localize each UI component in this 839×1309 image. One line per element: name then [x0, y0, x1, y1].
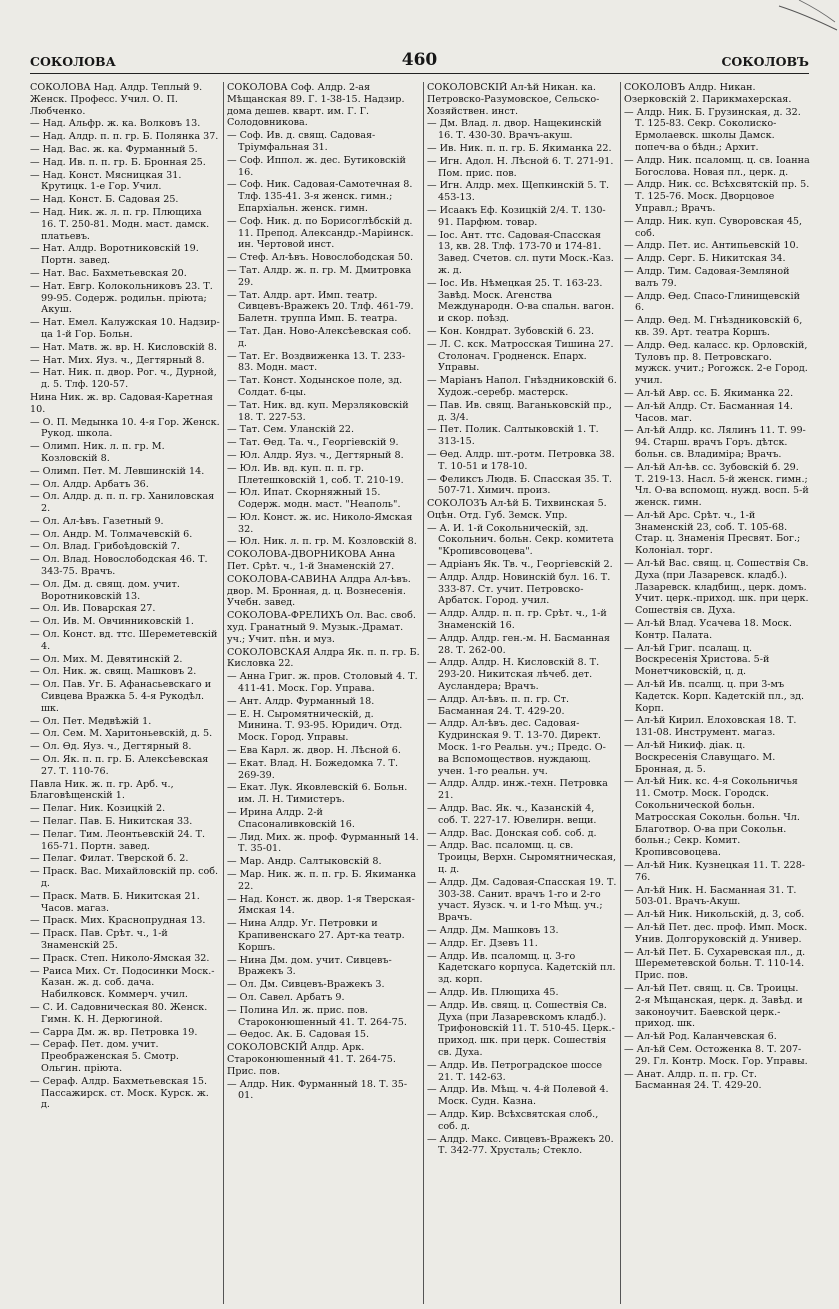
directory-entry: — Ал-ѣй Никиф. діак. ц. Воскресенія Славущаго. М. Бронная, д. 5. [624, 740, 776, 775]
directory-entry: — Ал-ѣй Вас. свящ. ц. Сошествія Св. Духа (при Лазаревск. кладб.). Лазаревск. кладбищ., церк. домъ. Учит. церк.-приход. шк. при церк. Сошествія св. Духа. [624, 558, 809, 617]
directory-entry: — Нат. Алдр. Воротниковскій 19. Портн. завед. [30, 243, 199, 267]
directory-entry: — Алдр. Алдр. инж.-техн. Петровка 21. [427, 778, 608, 802]
directory-entry: — Ол. Пав. Уг. Б. Афанасьевскаго и Сивцева Вражка 5. 4-я Рукодѣл. шк. [30, 679, 212, 714]
directory-entry: — Ол. Алдр. Арбатъ 36. [30, 478, 149, 490]
directory-entry: — Праск. Матв. Б. Никитская 21. Часов. магаз. [30, 890, 200, 914]
directory-entry: — Игн. Алдр. мех. Щепкинскій 5. Т. 453-13. [427, 180, 610, 204]
directory-entry: — Праск. Степ. Николо-Ямская 32. [30, 952, 210, 964]
directory-entry: — Дм. Влад. л. двор. Нащекинскій 16. Т. 430-30. Врачъ-акуш. [427, 118, 602, 142]
directory-entry: — Ал-ѣй Кирил. Елоховская 18. Т. 131-08. Инструмент. магаз. [624, 715, 797, 739]
directory-entry: — Ѳедос. Ак. Б. Садовая 15. [227, 1029, 370, 1041]
directory-entry: — Ал-ѣй Ник. Н. Басманная 31. Т. 503-01. Врачъ-Акуш. [624, 884, 797, 908]
directory-entry: — Іос. Ив. Нѣмецкая 25. Т. 163-23. Завѣд. Моск. Агенства Международн. О-ва спальн. вагон. и скор. поѣзд. [427, 277, 615, 325]
column-divider [223, 82, 224, 1304]
directory-entry: — Нат. Матв. ж. вр. Н. Кисловскій 8. [30, 341, 218, 353]
directory-entry: — Над. Альфр. ж. ка. Волковъ 13. [30, 118, 201, 130]
directory-entry: — Тат. Ег. Воздвиженка 13. Т. 233-83. Модн. маст. [227, 350, 406, 374]
directory-entry: — Алдр. Тим. Садовая-Земляной валъ 79. [624, 265, 790, 289]
directory-entry: — Над. Конст. ж. двор. 1-я Тверская-Ямская 14. [227, 893, 415, 917]
directory-entry: — Алдр. Ник. Б. Грузинская, д. 32. Т. 125-83. Секр. Соколиско-Ермолаевск. школы Дамск. попеч-ва о бѣдн.; Архит. [624, 106, 801, 153]
directory-entry: — Нат. Ник. п. двор. Рог. ч., Дурной, д. 5. Тлф. 120-57. [30, 367, 217, 391]
directory-entry: — Алдр. Ив. Петроградское шоссе 21. Т. 142-63. [427, 1059, 603, 1083]
directory-entry: — Алдр. Ѳед. Спасо-Глинищевскій 6. [624, 290, 801, 314]
directory-entry: СОКОЛОВА Над. Алдр. Теплый 9. Женск. Професс. Учил. О. П. Любченко. [30, 82, 203, 117]
directory-entry: — Пелаг. Ник. Козицкій 2. [30, 803, 166, 815]
directory-entry: — Ал-ѣй Ник. кс. 4-я Сокольничья 11. Смотр. Моск. Городск. Сокольнической больн. Матросская Сокольн. больн. Чл. Благотвор. О-ва при Сокольн. больн.; Секр. Комит. Кропивсовоцева. [624, 776, 800, 859]
directory-entry: Павла Ник. ж. п. гр. Арб. ч., Благовѣщенскій 1. [30, 778, 174, 802]
directory-entry: — Мар. Ник. ж. п. п. гр. Б. Якиманка 22. [227, 869, 417, 892]
directory-entry: — Ол. Мих. М. Девятинскій 2. [30, 653, 183, 665]
directory-entry: — Ѳед. Алдр. шт.-ротм. Петровка 38. Т. 10-51 и 178-10. [427, 448, 615, 472]
directory-entry: — Кон. Кондрат. Зубовскій 6. 23. [427, 325, 595, 337]
page-number: 460 [401, 50, 438, 70]
directory-entry: — Ал-ѣй Ник. Кузнецкая 11. Т. 228-76. [624, 860, 806, 883]
directory-entry: — Ал-ѣй Сем. Остоженка 8. Т. 207-29. Гл. Контр. Моск. Гор. Управы. [624, 1043, 808, 1067]
directory-entry: — Раиса Мих. Ст. Подосинки Моск.-Казан. ж. д. соб. дача. Набилковск. Коммерч. учил. [30, 965, 215, 1001]
directory-entry: — Ол. Савел. Арбатъ 9. [227, 991, 345, 1003]
directory-entry: — Алдр. Вас. псаломщ. ц. св. Троицы, Верхн. Сыромятническая, ц. д. [427, 840, 617, 875]
directory-entry: — Анат. Алдр. п. п. гр. Ст. Басманная 24. Т. 429-20. [624, 1068, 762, 1092]
directory-entry: — Алдр. Алдр. ген.-м. Н. Басманная 28. Т. 262-00. [427, 632, 610, 656]
directory-entry: — Алдр. Кир. Всѣхсвятская слоб., соб. д. [427, 1108, 599, 1132]
directory-entry: — Алдр. Ѳед. каласс. кр. Орловскій, Туловъ пр. 8. Петровскаго. мужск. учит.; Рогожск. 2-е Город. учил. [624, 339, 808, 387]
directory-entry: — Тат. Сем. Уланскій 22. [227, 424, 355, 436]
directory-entry: СОКОЛОВСКАЯ Алдра Як. п. п. гр. Б. Кисловка 22. [227, 646, 420, 670]
directory-entry: — Алдр. Серг. Б. Никитская 34. [624, 253, 786, 265]
directory-entry: — Ал-ѣй Ал-ѣв. сс. Зубовскій б. 29. Т. 219-13. Насл. 5-й женск. гимн.; Чл. О-ва вспомощ. нужд. восп. 5-й женск. гимн. [624, 461, 809, 509]
directory-entry: — Юл. Ив. вд. куп. п. п. гр. Плетешковскій 1, соб. Т. 210-19. [227, 462, 404, 486]
directory-entry: — Ал-ѣй Алдр. Ст. Басманная 14. Часов. маг. [624, 400, 793, 424]
directory-entry: — Нат. Евгр. Колокольниковъ 23. Т. 99-95. Содерж. родильн. пріюта; Акуш. [30, 280, 213, 316]
directory-entry: — Нина Дм. дом. учит. Сивцевъ-Вражекъ 3. [227, 954, 392, 978]
directory-entry: — Алдр. Ник. псаломщ. ц. св. Іоанна Богослова. Новая пл., церк. д. [624, 154, 810, 178]
running-header [30, 50, 809, 70]
directory-entry: — Нат. Вас. Бахметьевская 20. [30, 267, 187, 279]
running-head-right: СОКОЛОВЪ [721, 54, 809, 69]
directory-entry: — Алдр. Алдр. п. п. гр. Срѣт. ч., 1-й Знаменскій 16. [427, 608, 607, 632]
directory-entry: — Алдр. Вас. Як. ч., Казанскій 4, соб. Т. 227-17. Ювелирн. вещи. [427, 803, 597, 826]
running-head-left: СОКОЛОВА [30, 54, 116, 69]
directory-entry: — Нат. Емел. Калужская 10. Надзир-ца 1-й Гор. Больн. [30, 317, 220, 340]
directory-entry: — Екат. Лук. Яковлевскій 6. Больн. им. Л. Н. Тимистеръ. [227, 782, 408, 806]
directory-entry: — Ол. Пет. Медвѣжій 1. [30, 715, 152, 727]
directory-entry: — Алдр. Ив. свящ. ц. Сошествія Св. Духа (при Лазаревскомъ кладб.). Трифоновскій 11. Т. 510-45. Церк.-приход. шк. при церк. Сошествія св. Духа. [427, 999, 615, 1058]
directory-entry: — Соф. Ив. д. свящ. Садовая-Тріумфальная 31. [227, 130, 376, 153]
directory-entry: — Олимп. Пет. М. Левшинскій 14. [30, 465, 205, 477]
directory-entry: — Мар. Андр. Салтыковскій 8. [227, 856, 382, 868]
column-divider [620, 82, 621, 1304]
directory-entry: — Ал-ѣй Авр. сс. Б. Якиманка 22. [624, 387, 794, 399]
directory-entry: — Тат. Ѳед. Та. ч., Георгіевскій 9. [227, 437, 399, 449]
directory-entry: — Алдр. Ник. Фурманный 18. Т. 35-01. [227, 1078, 408, 1102]
directory-entry: — Ол. Андр. М. Толмачевскій 6. [30, 528, 193, 540]
directory-entry: — Алдр. Дм. Машковъ 13. [427, 924, 559, 936]
directory-entry: — Алдр. Ѳед. М. Гнѣздниковскій 6, кв. 39. Арт. театра Коршъ. [624, 315, 803, 338]
directory-entry: — Тат. Алдр. ж. п. гр. М. Дмитровка 29. [227, 264, 412, 288]
directory-entry: — Нат. Мих. Яуз. ч., Дегтярный 8. [30, 354, 205, 366]
directory-entry: — Алдр. Ник. куп. Суворовская 45, соб. [624, 215, 803, 239]
directory-entry: — Ол. Конст. вд. ттс. Шереметевскій 4. [30, 629, 218, 652]
directory-entry: — Соф. Ник. д. по Борисоглѣбскій д. 11. Препод. Александр.-Маріинск. ин. Чертовой инст. [227, 215, 414, 251]
directory-entry: — Екат. Влад. Н. Божедомка 7. Т. 269-39. [227, 757, 398, 781]
directory-entry: — Над. Ник. ж. л. п. гр. Плющиха 16. Т. 250-81. Модн. маст. дамск. платьевъ. [30, 206, 210, 242]
directory-entry: — Тат. Конст. Ходынское поле, зд. Солдат. б-цы. [227, 375, 403, 398]
directory-entry: — Ол. Влад. Грибоѣдовскій 7. [30, 541, 180, 553]
directory-entry: — Алдр. Макс. Сивцевъ-Вражекъ 20. Т. 342-77. Хрусталь; Стекло. [427, 1133, 614, 1157]
column-1 [30, 82, 220, 1304]
directory-entry: СОКОЛОВА-ФРЕЛИХЪ Ол. Вас. своб. худ. Гранатный 9. Музык.-Драмат. уч.; Учит. пѣн. и муз. [227, 610, 416, 645]
pencil-mark [769, 0, 839, 40]
directory-entry: — Алдр. Алдр. Н. Кисловскій 8. Т. 293-20. Никитская лѣчеб. дет. Аусландера; Врачъ. [427, 657, 600, 693]
directory-entry: — Алдр. Алдр. Новинскій бул. 16. Т. 333-87. Ст. учит. Петровско-Арбатск. Город. учил. [427, 571, 611, 607]
directory-entry: — Алдр. Ив. Мѣщ. ч. 4-й Полевой 4. Моск. Судн. Казна. [427, 1084, 609, 1108]
directory-entry: — Ол. Ив. Поварская 27. [30, 603, 156, 615]
directory-entry: — Игн. Адол. Н. Лѣсной 6. Т. 271-91. Пом. прис. пов. [427, 155, 614, 179]
directory-entry: — Полина Ил. ж. прис. пов. Староконюшенный 41. Т. 264-75. [227, 1004, 407, 1028]
directory-entry: — Олимп. Ник. л. п. гр. М. Козловскій 8. [30, 441, 165, 464]
directory-entry: СОКОЛОВА-САВИНА Алдра Ал-ѣвъ. двор. М. Бронная, д. ц. Вознесенія. Учебн. завед. [227, 573, 411, 609]
directory-entry: СОКОЛОВА Соф. Алдр. 2-ая Мѣщанская 89. Г. 1-38-15. Надзир. дома дешев. кварт. им. Г. Г. Солодовникова. [227, 82, 405, 129]
directory-entry: — Сераф. Алдр. Бахметьевская 15. Пассажирск. ст. Моск. Курск. ж. д. [30, 1075, 209, 1111]
directory-entry: — Ол. Дм. д. свящ. дом. учит. Воротниковскій 13. [30, 578, 180, 602]
directory-entry: — Алдр. Ал-ѣвъ. дес. Садовая-Кудринская 9. Т. 13-70. Директ. Моск. 1-го Реальн. уч.; Предс. О-ва Вспомоществов. нуждающ. учен. 1-го реальн. уч. [427, 718, 606, 777]
directory-entry: — Над. Конст. Мясницкая 31. Крутицк. 1-е Гор. Учил. [30, 169, 182, 193]
columns [30, 82, 812, 1304]
directory-entry: — С. И. Садовническая 80. Женск. Гимн. К. Н. Дерюгиной. [30, 1001, 208, 1025]
directory-entry: — Ал-ѣй Григ. псалащ. ц. Воскресенія Христова. 5-й Монетчиковскій, ц. д. [624, 642, 770, 678]
directory-entry: — Алдр. Дм. Садовая-Спасская 19. Т. 303-38. Санит. врачъ 1-го и 2-го участ. Яузск. ч. и 1-го Мѣщ. уч.; Врачъ. [427, 876, 617, 924]
directory-entry: — Соф. Иппол. ж. дес. Бутиковскій 16. [227, 154, 406, 178]
directory-entry: — Ал-ѣй Арс. Срѣт. ч., 1-й Знаменскій 23, соб. Т. 105-68. Стар. ц. Знаменія Пресвят. Бог.; Колоніал. торг. [624, 509, 801, 557]
directory-entry: — Адріанъ Як. Тв. ч., Георгіевскій 2. [427, 559, 613, 571]
directory-entry: — Е. Н. Сыромятническій, д. Минина. Т. 93-95. Юридич. Отд. Моск. Город. Управы. [227, 708, 403, 744]
directory-entry: — Ол. Алдр. д. п. п. гр. Ханиловская 2. [30, 491, 215, 515]
directory-entry: — Пелаг. Тим. Леонтьевскій 24. Т. 165-71. Портн. завед. [30, 828, 206, 852]
directory-entry: — Ол. Ал-ѣвъ. Газетный 9. [30, 515, 164, 527]
directory-entry: — Алдр. Ал-ѣвъ. п. п. гр. Ст. Басманная 24. Т. 429-20. [427, 693, 570, 717]
directory-entry: — Алдр. Ник. сс. Всѣхсвятскій пр. 5. Т. 125-76. Моск. Дворцовое Управл.; Врачъ. [624, 179, 810, 214]
directory-entry: — Стеф. Ал-ѣвъ. Новослободская 50. [227, 252, 414, 264]
directory-entry: — Ал-ѣй Ив. псалщ. ц. при 3-мъ Кадетск. Корп. Кадетскій пл., зд. Корп. [624, 679, 805, 714]
header-rule [30, 73, 809, 74]
directory-entry: СОКОЛОЗЪ Ал-ѣй Б. Тихвинская 5. Оцѣн. Отд. Губ. Земск. Упр. [427, 498, 607, 521]
directory-entry: — Тат. Ник. вд. куп. Мерзляковскій 18. Т. 227-53. [227, 399, 409, 423]
directory-entry: — Нина Алдр. Уг. Петровки и Крапивенскаго 27. Арт-ка театр. Коршъ. [227, 918, 405, 953]
directory-entry: СОКОЛОВСКІЙ Ал-ѣй Никан. ка. Петровско-Разумовское, Сельско-Хозяйствен. инст. [427, 82, 600, 117]
directory-entry: — Ив. Ник. п. п. гр. Б. Якиманка 22. [427, 142, 612, 154]
directory-entry: — Ал-ѣй Алдр. кс. Лялинъ 11. Т. 99-94. Старш. врачъ Горъ. дѣтск. больн. св. Владиміра; Врачъ. [624, 425, 806, 460]
directory-entry: — Ева Карл. ж. двор. Н. Лѣсной 6. [227, 745, 401, 757]
directory-entry: — Сераф. Пет. дом. учит. Преображенская 5. Смотр. Ольгин. пріюта. [30, 1039, 179, 1074]
directory-entry: — Алдр. Ив. Плющиха 45. [427, 986, 559, 998]
directory-entry: — Ал-ѣй Пет. дес. проф. Имп. Моск. Унив. Долгоруковскій д. Универ. [624, 921, 808, 945]
directory-entry: — Ал-ѣй Род. Каланчевская 6. [624, 1031, 777, 1043]
directory-entry: — Над. Алдр. п. п. гр. Б. Полянка 37. [30, 131, 219, 143]
column-4 [624, 82, 810, 1304]
directory-entry: — Ол. Ив. М. Овчинниковскій 1. [30, 616, 194, 628]
directory-entry: СОКОЛОВСКІЙ Алдр. Арк. Староконюшенный 41. Т. 264-75. Прис. пов. [227, 1042, 396, 1077]
directory-entry: — Соф. Ник. Садовая-Самотечная 8. Тлф. 135-41. 3-я женск. гимн.; Епархіальн. женск. гимн. [227, 179, 413, 214]
directory-entry: — Ол. Як. п. п. гр. Б. Алексѣевская 27. Т. 110-76. [30, 754, 209, 777]
directory-entry: — Юл. Ипат. Скорняжный 15. Содерж. модн. маст. "Неаполь". [227, 487, 401, 511]
directory-entry: — Лид. Мих. ж. проф. Фурманный 14. Т. 35-01. [227, 831, 419, 855]
directory-entry: — Юл. Конст. ж. ис. Николо-Ямская 32. [227, 511, 413, 535]
directory-entry: — Тат. Дан. Ново-Алексѣевская соб. д. [227, 325, 412, 349]
directory-entry: — Ал-ѣй Пет. Б. Сухаревская пл., д. Шереметевской больн. Т. 110-14. Прис. пов. [624, 946, 806, 982]
directory-entry: — Юл. Ник. л. п. гр. М. Козловскій 8. [227, 536, 417, 548]
directory-entry: — Тат. Алдр. арт. Имп. театр. Сивцевъ-Вражекъ 20. Тлф. 461-79. Балетн. труппа Имп. Б. театра. [227, 289, 414, 325]
column-divider [423, 82, 424, 1304]
directory-entry: — Іос. Ант. ттс. Садовая-Спасская 13, кв. 28. Тлф. 173-70 и 174-81. Завед. Счетов. сл. пути Моск.-Каз. ж. д. [427, 229, 614, 276]
directory-entry: — Алдр. Ив. псаломщ. ц. 3-го Кадетскаго корпуса. Кадетскій пл. зд. корп. [427, 950, 616, 986]
directory-entry: — Маріанъ Напол. Гнѣздниковскій 6. Худож.-серебр. мастерск. [427, 375, 617, 398]
directory-entry: Нина Ник. ж. вр. Садовая-Каретная 10. [30, 391, 213, 415]
column-2 [227, 82, 420, 1304]
directory-entry: — Феликсъ Людв. Б. Спасская 35. Т. 507-71. Химич. произ. [427, 473, 612, 497]
directory-entry: — Праск. Пав. Срѣт. ч., 1-й Знаменскій 25. [30, 928, 168, 951]
directory-entry: — Ол. Ник. ж. свящ. Машковъ 2. [30, 666, 197, 678]
directory-entry: — Пелаг. Филат. Тверской б. 2. [30, 853, 189, 865]
directory-entry: — Ирина Алдр. 2-й Спасоналивковскій 16. [227, 807, 355, 830]
directory-entry: — Алдр. Вас. Донская соб. соб. д. [427, 827, 597, 839]
directory-entry: — Ал-ѣй Пет. свящ. ц. Св. Троицы. 2-я Мѣщанская, церк. д. Завѣд. и законоучит. Баевской церк.-приход. шк. [624, 982, 803, 1030]
directory-entry: — Ал-ѣй Ник. Никольскій, д. 3, соб. [624, 909, 805, 921]
directory-entry: — Алдр. Ег. Дзевъ 11. [427, 937, 538, 949]
directory-entry: — Ант. Алдр. Фурманный 18. [227, 695, 375, 707]
directory-entry: — Ол. Сем. М. Харитоньевскій, д. 5. [30, 728, 213, 740]
directory-entry: — А. И. 1-й Сокольническій, зд. Сокольнич. больн. Секр. комитета "Кропивсовоцева". [427, 522, 614, 558]
directory-entry: — Юл. Алдр. Яуз. ч., Дегтярный 8. [227, 449, 404, 461]
directory-entry: СОКОЛОВА-ДВОРНИКОВА Анна Пет. Срѣт. ч., 1-й Знаменскій 27. [227, 549, 396, 573]
directory-entry: — Алдр. Пет. ис. Антипьевскій 10. [624, 240, 799, 252]
directory-entry: — Анна Григ. ж. пров. Столовый 4. Т. 411-41. Моск. Гор. Управа. [227, 671, 418, 695]
directory-entry: — Над. Вас. ж. ка. Фурманный 5. [30, 143, 198, 155]
column-3 [427, 82, 617, 1304]
directory-entry: — О. П. Медынка 10. 4-я Гор. Женск. Рукод. школа. [30, 416, 220, 440]
directory-entry: — Исаакъ Еф. Козицкій 2/4. Т. 130-91. Парфюм. товар. [427, 204, 606, 228]
directory-entry: — Над. Конст. Б. Садовая 25. [30, 194, 179, 206]
directory-entry: — Праск. Вас. Михайловскій пр. соб. д. [30, 866, 219, 889]
directory-entry: — Пав. Ив. свящ. Ваганьковскій пр., д. 3/4. [427, 399, 612, 423]
directory-entry: — Над. Ив. п. п. гр. Б. Бронная 25. [30, 156, 206, 168]
directory-entry: — Сарра Дм. ж. вр. Петровка 19. [30, 1026, 198, 1038]
directory-entry: — Ол. Ѳд. Яуз. ч., Дегтярный 8. [30, 741, 192, 753]
directory-entry: — Праск. Мих. Краснопрудная 13. [30, 915, 206, 927]
directory-entry: СОКОЛОВЪ Алдр. Никан. Озерковскій 2. Парикмахерская. [624, 82, 792, 105]
directory-entry: — Ол. Влад. Новослободская 46. Т. 343-75. Врачъ. [30, 554, 208, 578]
directory-entry: — Л. С. кск. Матросская Тишина 27. Столонач. Гродненск. Епарх. Управы. [427, 338, 614, 374]
directory-entry: — Пелаг. Пав. Б. Никитская 33. [30, 816, 193, 828]
directory-entry: — Ол. Дм. Сивцевъ-Вражекъ 3. [227, 979, 385, 991]
directory-entry: — Пет. Полик. Салтыковскій 1. Т. 313-15. [427, 424, 599, 448]
directory-entry: — Ал-ѣй Влад. Усачева 18. Моск. Контр. Палата. [624, 618, 792, 641]
